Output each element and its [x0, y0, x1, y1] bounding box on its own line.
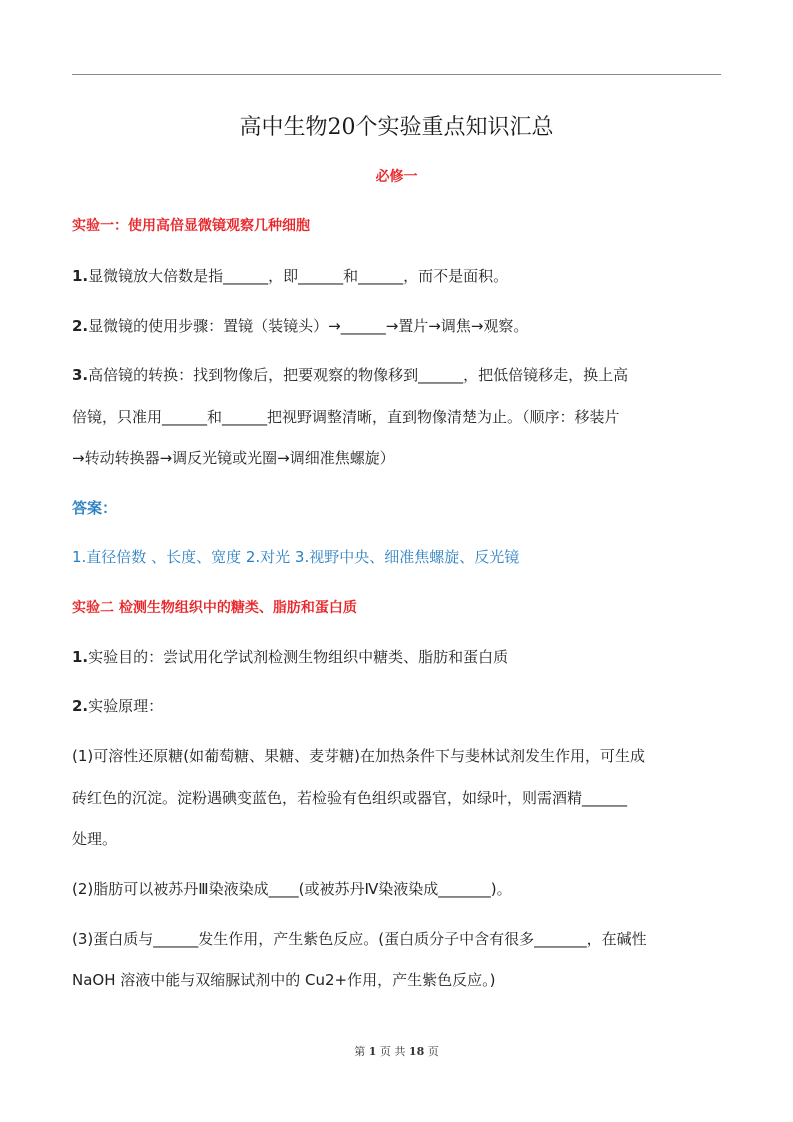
footer-pre: 第: [354, 1045, 366, 1058]
answer-text: 1.直径倍数 、长度、宽度 2.对光 3.视野中央、细准焦螺旋、反光镜: [72, 548, 520, 566]
experiment2-heading: 实验二 检测生物组织中的糖类、脂肪和蛋白质: [72, 600, 357, 616]
item-number: 2.: [72, 317, 89, 335]
page-footer: [0, 1043, 793, 1059]
item-number: 1.: [72, 648, 89, 666]
item-number: 1.: [72, 267, 89, 285]
footer-post: 页: [427, 1045, 439, 1058]
footer-total-pages: 18: [408, 1045, 425, 1058]
exp2-para1-line3: 处理。: [72, 830, 118, 848]
exp1-item1: [72, 265, 732, 286]
exp2-para3-line1: (3)蛋白质与______发生作用，产生紫色反应。(蛋白质分子中含有很多_______，在碱性: [72, 930, 647, 948]
item-text: 实验原理：: [88, 697, 164, 715]
exp1-item3-line3: →转动转换器→调反光镜或光圈→调细准焦螺旋）: [72, 449, 395, 467]
item-text: 显微镜放大倍数是指______，即______和______，而不是面积。: [88, 267, 509, 285]
item-number: 2.: [72, 697, 89, 715]
experiment1-heading: 实验一：使用高倍显微镜观察几种细胞: [72, 218, 310, 234]
exp2-para1-line1: (1)可溶性还原糖(如葡萄糖、果糖、麦芽糖)在加热条件下与斐林试剂发生作用，可生成: [72, 747, 645, 765]
item-text: 显微镜的使用步骤：置镜（装镜头）→______→置片→调焦→观察。: [88, 317, 529, 335]
exp1-item3-line2: 倍镜，只准用______和______把视野调整清晰，直到物像清楚为止。（顺序：移装片: [72, 408, 620, 426]
section-subtitle: 必修一: [375, 169, 418, 185]
footer-mid: 页 共: [379, 1045, 406, 1058]
exp2-para1-line2: 砖红色的沉淀。淀粉遇碘变蓝色，若检验有色组织或器官，如绿叶，则需酒精______: [72, 789, 628, 807]
exp2-item1: [72, 646, 732, 667]
exp2-para3-line2: NaOH 溶液中能与双缩脲试剂中的 Cu2+作用，产生紫色反应。): [72, 971, 496, 989]
exp2-para2-line1: (2)脂肪可以被苏丹Ⅲ染液染成____(或被苏丹Ⅳ染液染成_______)。: [72, 880, 512, 898]
exp1-item3: [72, 364, 732, 385]
header-rule: [72, 74, 721, 75]
exp2-item2: [72, 695, 732, 716]
item-text: 高倍镜的转换：找到物像后，把要观察的物像移到______，把低倍镜移走，换上高: [88, 366, 629, 384]
document-title: 高中生物20个实验重点知识汇总: [239, 115, 554, 140]
item-number: 3.: [72, 366, 89, 384]
footer-page-number: 1: [368, 1045, 377, 1058]
answer-label: 答案：: [72, 499, 118, 517]
item-text: 实验目的：尝试用化学试剂检测生物组织中糖类、脂肪和蛋白质: [88, 648, 509, 666]
exp1-item2: [72, 315, 732, 336]
